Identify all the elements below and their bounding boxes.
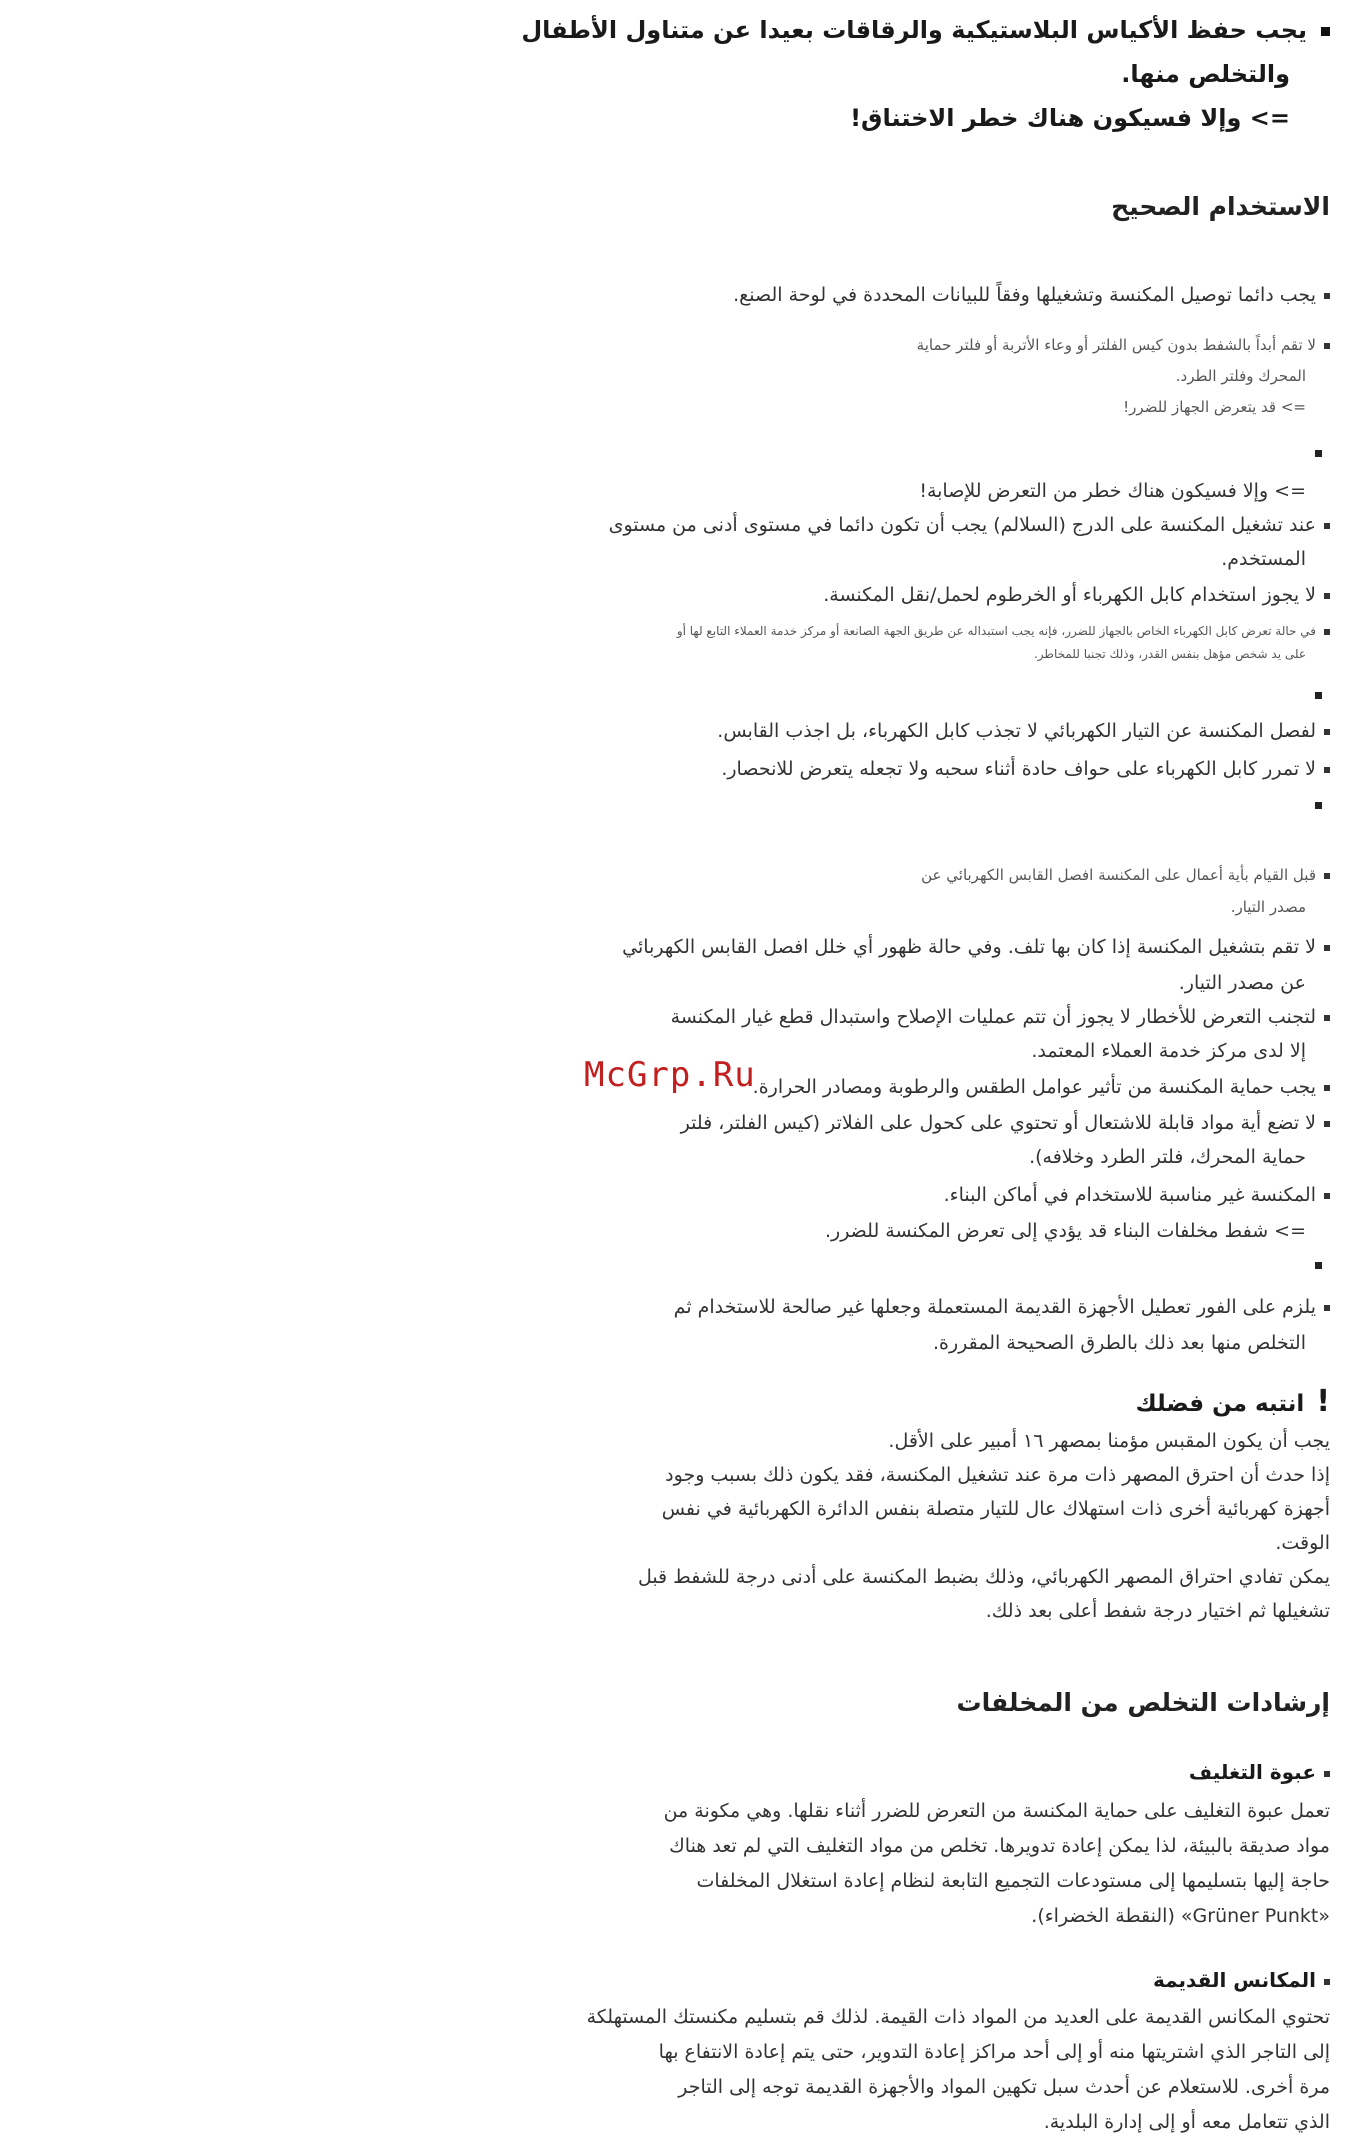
subsection-title-text: المكانس القديمة [1152,1968,1316,1992]
list-item [460,930,1330,964]
item-text: لا يجوز استخدام كابل الكهرباء أو الخرطوم لحمل/نقل المكنسة. [823,584,1316,606]
item-text: عن مصدر التيار. [1178,972,1306,994]
bullet-icon [1324,945,1330,951]
bullet-icon [1324,343,1330,349]
item-text: المكنسة غير مناسبة للاستخدام في أماكن البناء. [943,1184,1316,1206]
subsection-title-packaging [1189,1760,1330,1784]
notice-line: إذا حدث أن احترق المصهر ذات مرة عند تشغيل المكنسة، فقد يكون ذلك بسبب وجود [665,1464,1330,1486]
bullet-icon [1324,1085,1330,1091]
item-text: حماية المحرك، فلتر الطرد وخلافه). [1029,1146,1306,1168]
notice-body [460,1424,1330,1628]
item-text: لفصل المكنسة عن التيار الكهربائي لا تجذب كابل الكهرباء، بل اجذب القابس. [717,720,1316,742]
list-item-cont [460,643,1330,665]
item-text: إلا لدى مركز خدمة العملاء المعتمد. [1031,1040,1306,1062]
item-text: لا تضع أية مواد قابلة للاشتعال أو تحتوي على كحول على الفلاتر (كيس الفلتر، فلتر [680,1112,1316,1134]
exclamation-icon: ! [1316,1384,1330,1419]
bullet-icon [1315,450,1322,457]
warning-text-1: يجب حفظ الأكياس البلاستيكية والرقاقات بعيدا عن متناول الأطفال [521,16,1307,44]
notice-line: تشغيلها ثم اختيار درجة شفط أعلى بعد ذلك. [985,1600,1330,1622]
item-text: لا تمرر كابل الكهرباء على حواف حادة أثناء سحبه ولا تجعله يتعرض للانحصار. [721,758,1316,780]
item-text: يجب حماية المكنسة من تأثير عوامل الطقس والرطوبة ومصادر الحرارة. [752,1076,1316,1098]
list-item [460,330,1330,361]
list-item-cont [460,474,1330,508]
item-text: يلزم على الفور تعطيل الأجهزة القديمة المستعملة وجعلها غير صالحة للاستخدام ثم [673,1296,1316,1318]
notice-line: أجهزة كهربائية أخرى ذات استهلاك عال للتيار متصلة بنفس الدائرة الكهربائية في نفس [661,1498,1330,1520]
bullet-icon [1321,27,1330,36]
section-title-correct-use: الاستخدام الصحيح [1111,192,1330,221]
list-item [460,1290,1330,1324]
item-text: => قد يتعرض الجهاز للضرر! [1123,398,1306,416]
item-text: => شفط مخلفات البناء قد يؤدي إلى تعرض المكنسة للضرر. [824,1220,1306,1242]
item-text: المحرك وفلتر الطرد. [1175,367,1306,385]
bullet-icon [1324,1015,1330,1021]
item-text: مصدر التيار. [1230,898,1306,916]
bullet-icon [1324,767,1330,773]
list-item-cont [460,361,1330,392]
list-item-cont [460,892,1330,923]
list-item-cont [460,1326,1330,1360]
item-text: => وإلا فسيكون هناك خطر من التعرض للإصابة! [919,480,1306,502]
list-item [460,714,1330,748]
list-item-cont [460,966,1330,1000]
notice-line: الوقت. [1275,1532,1330,1554]
bullet-icon [1324,1121,1330,1127]
warning-line-3: => وإلا فسيكون هناك خطر الاختناق! [850,104,1290,132]
bullet-icon [1315,802,1322,809]
item-text: عند تشغيل المكنسة على الدرج (السلالم) يجب أن تكون دائما في مستوى أدنى من مستوى [608,514,1316,536]
bullet-icon [1324,729,1330,735]
bullet-icon [1324,1305,1330,1311]
list-item [460,860,1330,891]
item-text: لا تقم أبداً بالشفط بدون كيس الفلتر أو وعاء الأتربة أو فلتر حماية [916,336,1316,354]
notice-line: يمكن تفادي احتراق المصهر الكهربائي، وذلك بضبط المكنسة على أدنى درجة للشفط قبل [637,1566,1330,1588]
item-text: التخلص منها بعد ذلك بالطرق الصحيحة المقررة. [932,1332,1306,1354]
watermark: McGrp.Ru [584,1055,756,1095]
bullet-icon [1324,593,1330,599]
item-text: قبل القيام بأية أعمال على المكنسة افصل القابس الكهربائي عن [921,866,1316,884]
warning-line-1 [460,8,1330,52]
item-text: في حالة تعرض كابل الكهرباء الخاص بالجهاز للضرر، فإنه يجب استبداله عن طريق الجهة الصانعة أو مركز خدمة العملاء التابع لها أو [676,624,1316,638]
list-item-cont [460,542,1330,576]
bullet-icon [1324,293,1330,299]
packaging-paragraph [460,1794,1330,1934]
para-line: تعمل عبوة التغليف على حماية المكنسة من التعرض للضرر أثناء نقلها. وهي مكونة من [663,1800,1330,1822]
para-line: مرة أخرى. للاستعلام عن أحدث سبل تكهين المواد والأجهزة القديمة توجه إلى التاجر [678,2076,1330,2098]
list-item [460,578,1330,612]
item-text: المستخدم. [1221,548,1306,570]
notice-title [1136,1384,1330,1419]
old-vacuums-paragraph [460,2000,1330,2140]
para-line: الذي تتعامل معه أو إلى إدارة البلدية. [1043,2111,1330,2133]
notice-title-text: انتبه من فضلك [1135,1391,1305,1417]
bullet-icon [1324,523,1330,529]
warning-line-2: والتخلص منها. [1121,60,1290,88]
list-item-cont [460,392,1330,423]
list-item-cont [460,1214,1330,1248]
list-item [460,278,1330,312]
para-line: تحتوي المكانس القديمة على العديد من المواد ذات القيمة. لذلك قم بتسليم مكنستك المستهلكة [586,2006,1330,2028]
list-item [460,1000,1330,1034]
bullet-icon [1324,873,1330,879]
bullet-icon [1324,629,1330,635]
item-text: على يد شخص مؤهل بنفس القدر، وذلك تجنبا للمخاطر. [1033,647,1306,661]
bullet-icon [1315,1262,1322,1269]
list-item [460,620,1330,642]
subsection-title-old-vacuums [1153,1968,1330,1992]
subsection-title-text: عبوة التغليف [1188,1760,1316,1784]
notice-line: يجب أن يكون المقبس مؤمنا بمصهر ١٦ أمبير على الأقل. [888,1430,1330,1452]
list-item [460,508,1330,542]
item-text: لتجنب التعرض للأخطار لا يجوز أن تتم عمليات الإصلاح واستبدال قطع غيار المكنسة [670,1006,1316,1028]
list-item [460,752,1330,786]
para-line: إلى التاجر الذي اشتريتها منه أو إلى أحد مراكز إعادة التدوير، حتى يتم إعادة الانتفاع بها [658,2041,1330,2063]
bullet-icon [1315,692,1322,699]
para-line: مواد صديقة بالبيئة، لذا يمكن إعادة تدويرها. تخلص من مواد التغليف التي لم تعد هناك [669,1835,1330,1857]
item-text: لا تقم بتشغيل المكنسة إذا كان بها تلف. وفي حالة ظهور أي خلل افصل القابس الكهربائي [622,936,1316,958]
para-line: «Grüner Punkt» (النقطة الخضراء). [1031,1905,1330,1927]
list-item [460,1178,1330,1212]
bullet-icon [1324,1979,1330,1985]
item-text: يجب دائما توصيل المكنسة وتشغيلها وفقاً للبيانات المحددة في لوحة الصنع. [733,284,1316,306]
section-title-disposal: إرشادات التخلص من المخلفات [956,1688,1330,1717]
list-item [460,1106,1330,1140]
para-line: حاجة إليها بتسليمها إلى مستودعات التجميع التابعة لنظام إعادة استغلال المخلفات [696,1870,1330,1892]
bullet-icon [1324,1193,1330,1199]
list-item-cont [460,1140,1330,1174]
bullet-icon [1324,1771,1330,1777]
plastic-bag-warning [460,8,1330,140]
